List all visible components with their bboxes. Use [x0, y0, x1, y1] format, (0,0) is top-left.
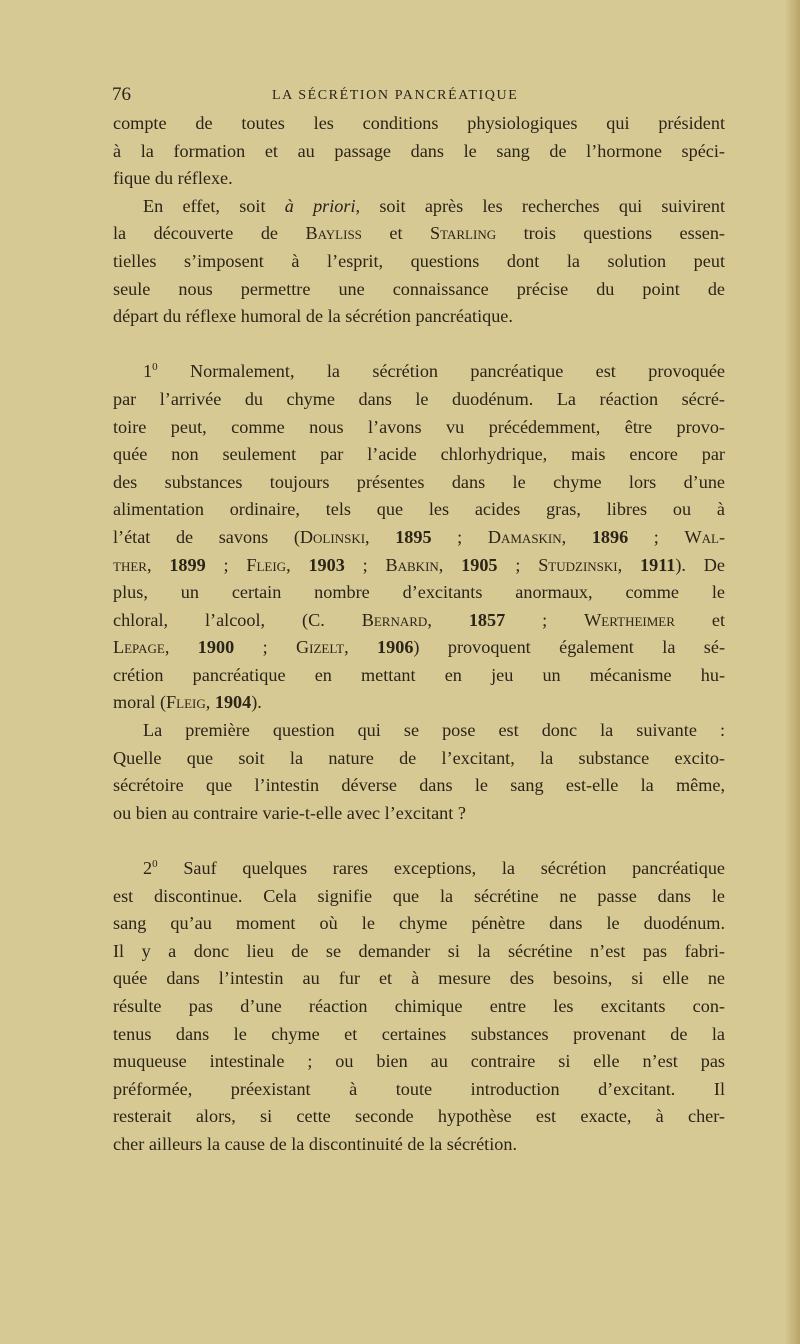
text-line — [113, 717, 725, 745]
text-line — [113, 800, 725, 828]
text-run: est discontinue. Cela signifie que la sécrétine ne passe dans le — [113, 885, 725, 906]
text-run: et — [674, 609, 725, 630]
text-run: sang qu’au moment où le chyme pénètre dans le duodénum. — [113, 913, 725, 934]
text-run: ; — [234, 637, 297, 658]
author-name: Lepage — [113, 637, 165, 658]
author-name: ther — [113, 554, 147, 575]
text-line — [113, 110, 725, 138]
text-line — [113, 855, 725, 883]
text-line — [113, 469, 725, 497]
text-run: ; — [497, 554, 539, 575]
page-edge-shadow — [786, 0, 800, 1344]
author-name: Bayliss — [305, 223, 362, 244]
citation-year: 1899 — [169, 554, 206, 575]
author-name: Fleig — [246, 554, 287, 575]
text-run: ; — [628, 526, 685, 547]
citation-year: 1857 — [468, 609, 506, 630]
text-run: ou bien au contraire varie-t-elle avec l’excitant ? — [113, 802, 466, 823]
text-run: chloral, l’alcool, (C. — [113, 609, 362, 630]
text-run: crétion pancréatique en mettant en jeu un mécanisme hu- — [113, 664, 725, 685]
text-run: l’état de savons ( — [113, 526, 300, 547]
paragraph — [113, 855, 725, 1159]
text-line — [113, 772, 725, 800]
text-run: quée dans l’intestin au fur et à mesure des besoins, si elle ne — [113, 968, 725, 989]
text-line — [113, 552, 725, 580]
text-run: compte de toutes les conditions physiologiques qui président — [113, 113, 725, 133]
text-run: fique du réflexe. — [113, 168, 233, 189]
text-run: Sauf quelques rares exceptions, la sécrétion pancréatique — [157, 858, 725, 879]
text-run: ; — [205, 554, 247, 575]
text-line — [113, 193, 725, 221]
author-name: Babkin — [385, 554, 439, 575]
text-run: toire peut, comme nous l’avons vu précédemment, être provo- — [113, 416, 725, 437]
text-run: , — [146, 554, 170, 575]
citation-year: 1903 — [308, 554, 345, 575]
text-line — [113, 1131, 725, 1159]
text-line — [113, 634, 725, 662]
text-line — [113, 303, 725, 331]
citation-year: 1896 — [591, 526, 629, 547]
text-line — [113, 745, 725, 773]
text-run: 0 — [152, 858, 158, 871]
author-name: Gizelt — [296, 637, 345, 658]
text-line — [113, 938, 725, 966]
author-name: Bernard — [361, 609, 428, 630]
text-line — [113, 1103, 725, 1131]
text-run: moral ( — [113, 692, 167, 713]
author-name: Wertheimer — [584, 609, 675, 630]
text-line — [113, 607, 725, 635]
text-run: , — [164, 637, 198, 658]
page-number: 76 — [112, 84, 131, 105]
text-run: , — [427, 609, 469, 630]
text-run: , — [286, 554, 309, 575]
citation-year: 1904 — [214, 692, 252, 713]
text-run: ; — [344, 554, 386, 575]
text-run: à la formation et au passage dans le sang de l’hormone spéci- — [113, 140, 725, 161]
text-run: ). De — [675, 554, 725, 575]
text-run: départ du réflexe humoral de la sécrétion pancréatique. — [113, 306, 513, 327]
text-run: trois questions essen- — [496, 223, 725, 244]
text-run: , — [438, 554, 462, 575]
text-run: , — [617, 554, 640, 575]
paragraph-gap — [113, 827, 725, 855]
text-run: , soit après les recherches qui suivirent — [355, 195, 726, 216]
author-name: Starling — [429, 223, 497, 244]
author-name: Damaskin — [487, 526, 562, 547]
text-run: ). — [251, 692, 262, 713]
text-line — [113, 1048, 725, 1076]
text-run: quée non seulement par l’acide chlorhydrique, mais encore par — [113, 444, 725, 465]
text-run: et — [361, 223, 430, 244]
running-title: LA SÉCRÉTION PANCRÉATIQUE — [272, 88, 519, 103]
text-run: ; — [505, 609, 585, 630]
text-run: La première question qui se pose est donc la suivante : — [143, 720, 725, 741]
text-run: , — [365, 526, 396, 547]
paragraph — [113, 358, 725, 717]
text-run: Normalement, la sécrétion pancréatique est provoquée — [157, 361, 725, 382]
text-run: sécrétoire que l’intestin déverse dans le sang est-elle la même, — [113, 775, 725, 796]
text-run: Il y a donc lieu de se demander si la sécrétine n’est pas fabri- — [113, 940, 725, 961]
text-run: 2 — [143, 858, 153, 879]
text-run: par l’arrivée du chyme dans le duodénum. La réaction sécré- — [113, 388, 725, 409]
text-run: des substances toujours présentes dans le chyme lors d’une — [113, 471, 725, 492]
text-line — [113, 689, 725, 717]
text-run: seule nous permettre une connaissance précise du point de — [113, 278, 725, 299]
citation-year: 1911 — [640, 554, 676, 575]
text-line — [113, 165, 725, 193]
text-line — [113, 662, 725, 690]
text-line — [113, 358, 725, 386]
paragraph — [113, 193, 725, 331]
text-run: résulte pas d’une réaction chimique entre les excitants con- — [113, 996, 725, 1016]
text-run: tielles s’imposent à l’esprit, questions dont la solution peut — [113, 250, 725, 271]
text-line — [113, 248, 725, 276]
author-name: Studzinski — [538, 554, 618, 575]
text-run: 0 — [152, 361, 158, 374]
citation-year: 1895 — [395, 526, 432, 547]
text-line — [113, 496, 725, 524]
citation-year: 1905 — [461, 554, 498, 575]
text-run: En effet, soit — [143, 195, 285, 216]
text-line — [113, 138, 725, 166]
text-run: cher ailleurs la cause de la discontinuité de la sécrétion. — [113, 1133, 517, 1154]
paragraph-gap — [113, 331, 725, 359]
text-line — [113, 1021, 725, 1049]
text-line — [113, 579, 725, 607]
text-line — [113, 220, 725, 248]
text-run: à priori — [284, 195, 356, 216]
text-line — [113, 1076, 725, 1104]
text-line — [113, 441, 725, 469]
text-run: la découverte de — [113, 223, 306, 244]
text-run: alimentation ordinaire, tels que les acides gras, libres ou à — [113, 499, 725, 520]
text-line — [113, 524, 725, 552]
text-line — [113, 910, 725, 938]
paragraph — [113, 717, 725, 827]
paragraph — [113, 110, 725, 193]
body-text — [113, 110, 725, 1159]
text-run: préformée, préexistant à toute introduction d’excitant. Il — [113, 1078, 725, 1099]
text-line — [113, 386, 725, 414]
text-run: Quelle que soit la nature de l’excitant, la substance excito- — [113, 747, 725, 768]
text-run: 1 — [143, 361, 153, 382]
text-line — [113, 965, 725, 993]
text-run: ) provoquent également la sé- — [413, 637, 726, 658]
citation-year: 1906 — [377, 637, 414, 658]
text-line — [113, 276, 725, 304]
text-run: , — [561, 526, 592, 547]
text-line — [113, 993, 725, 1021]
text-line — [113, 883, 725, 911]
text-run: ; — [431, 526, 488, 547]
author-name: Wal- — [684, 526, 726, 547]
text-run: tenus dans le chyme et certaines substances provenant de la — [113, 1023, 725, 1044]
text-run: , — [205, 692, 215, 713]
citation-year: 1900 — [197, 637, 235, 658]
author-name: Fleig — [166, 692, 206, 713]
author-name: Dolinski — [299, 526, 366, 547]
text-run: plus, un certain nombre d’excitants anormaux, comme le — [113, 582, 725, 603]
text-line — [113, 414, 725, 442]
text-run: , — [344, 637, 378, 658]
text-run: muqueuse intestinale ; ou bien au contraire si elle n’est pas — [113, 1051, 725, 1072]
text-run: resterait alors, si cette seconde hypothèse est exacte, à cher- — [113, 1106, 725, 1127]
